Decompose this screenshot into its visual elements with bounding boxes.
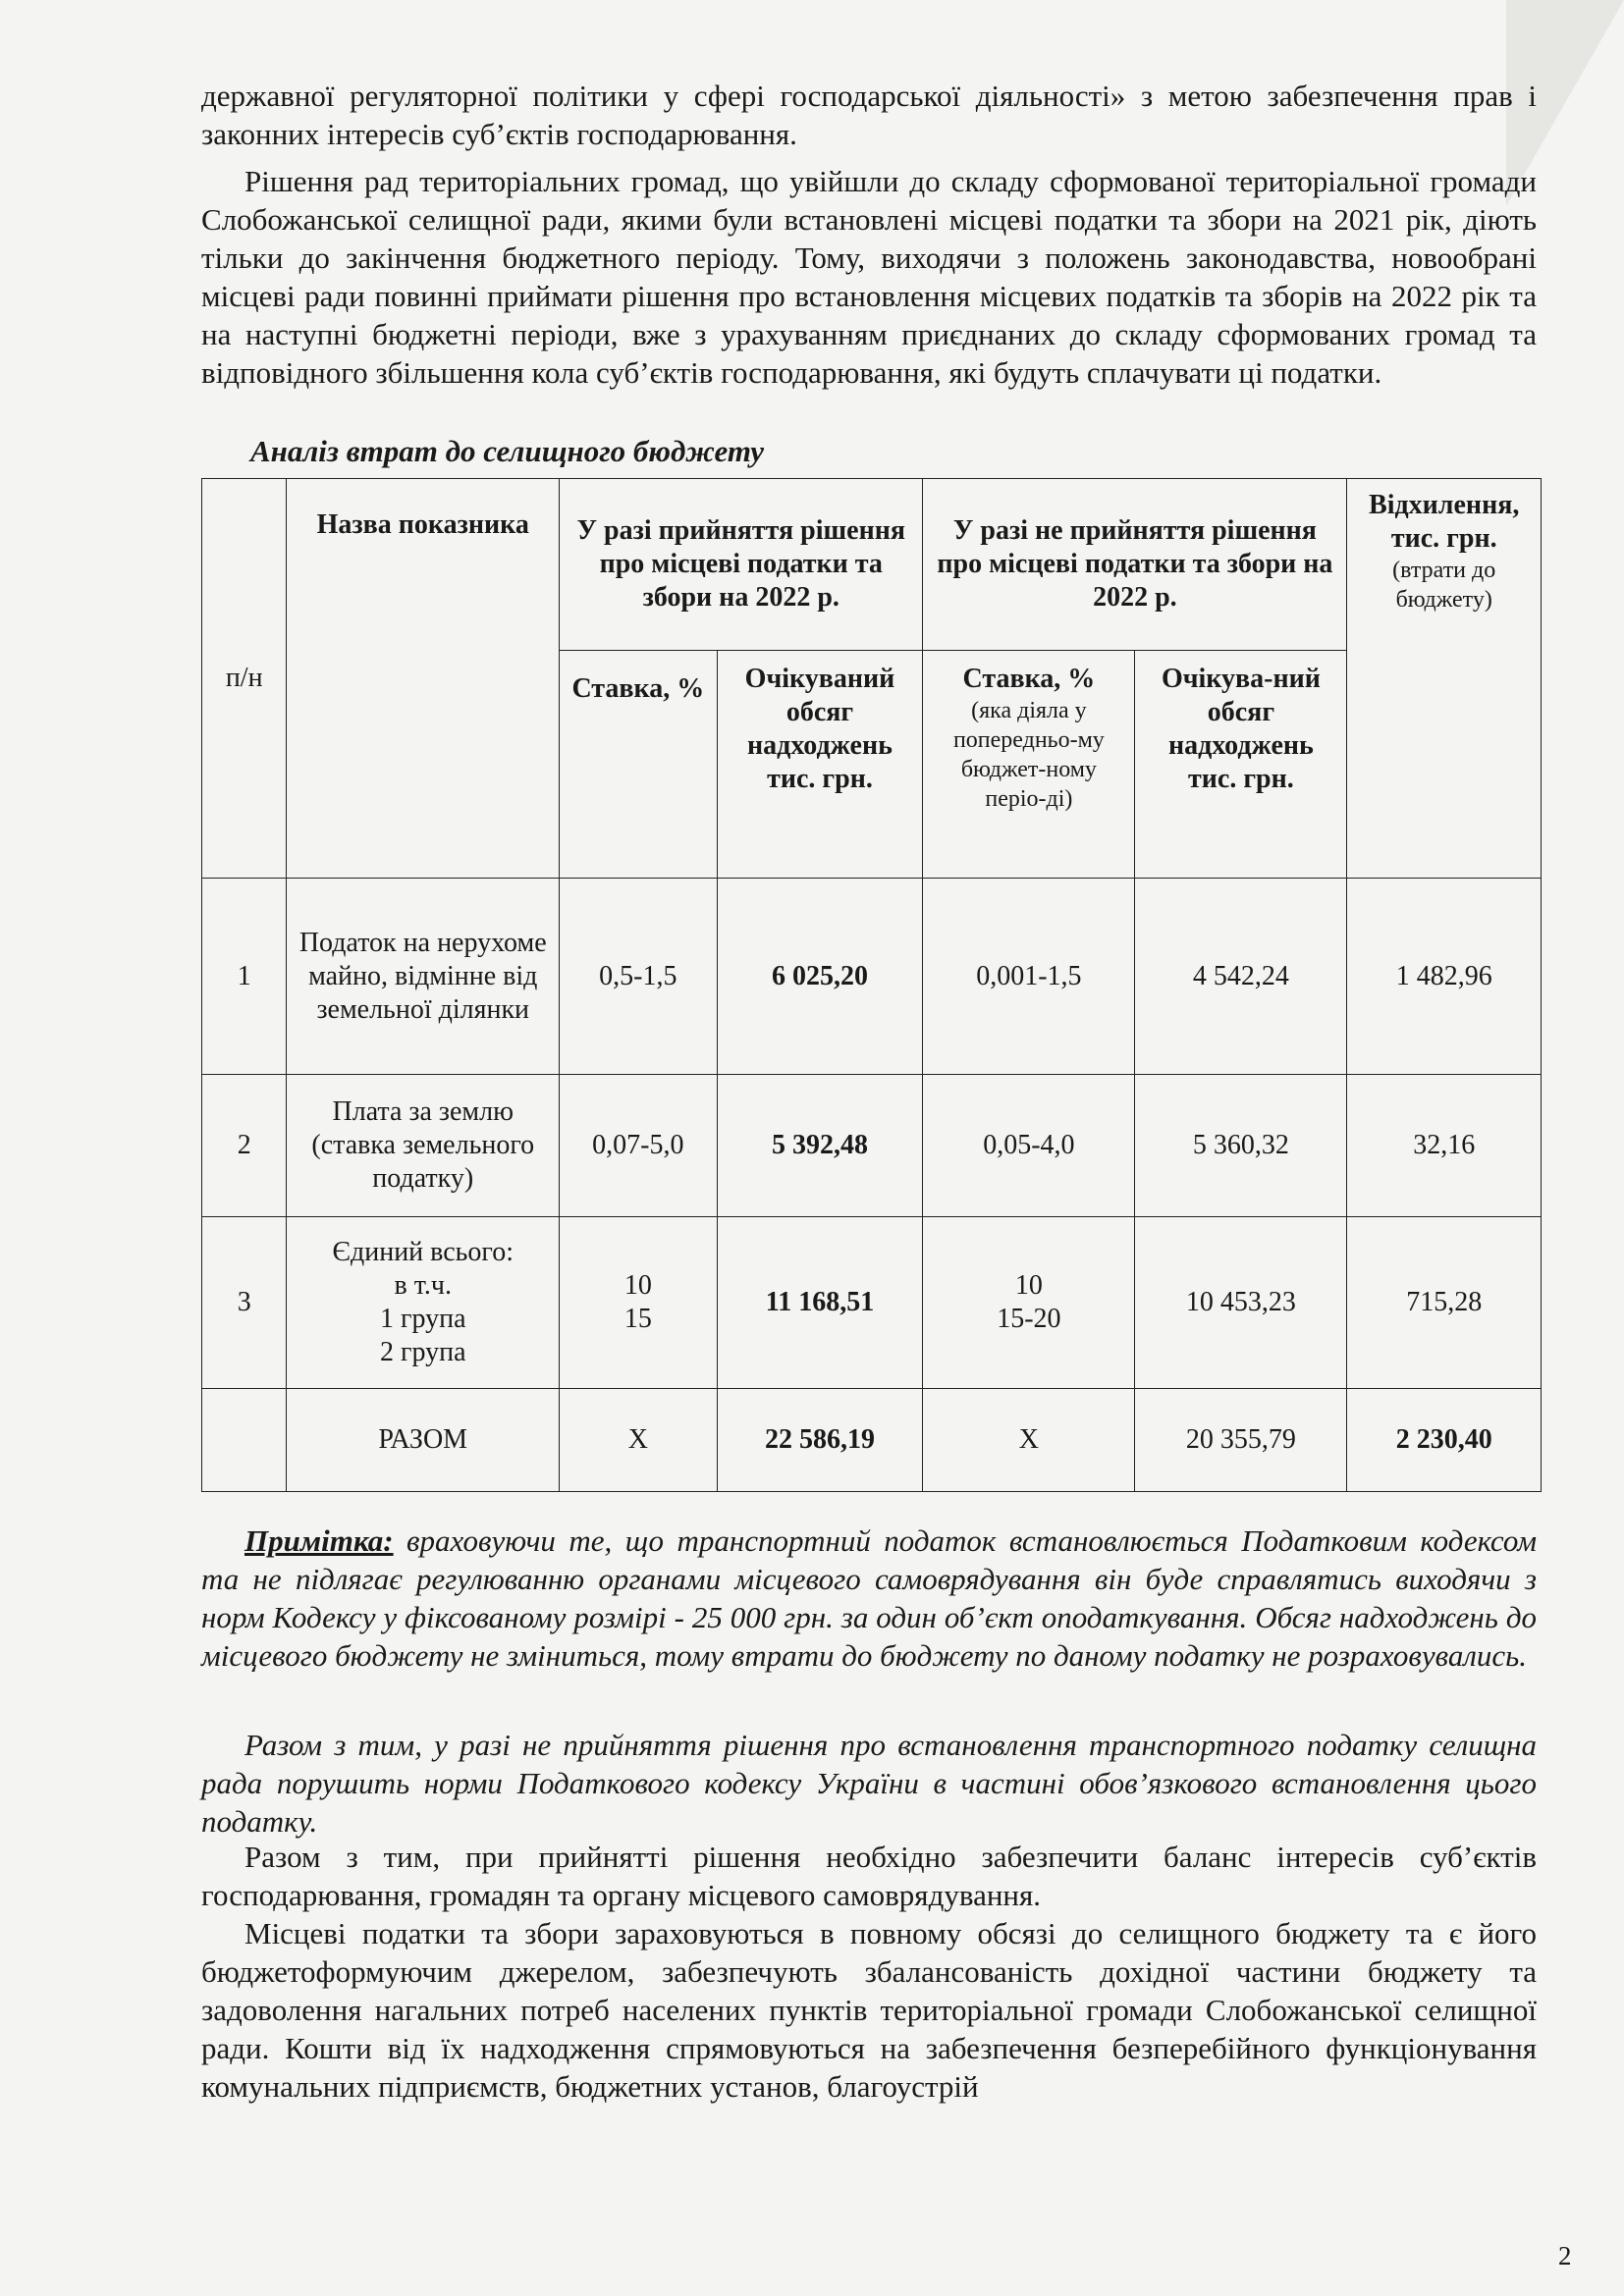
note-paragraph-2: Разом з тим, у разі не прийняття рішення про встановлення транспортного податку селищна рада порушить норми Податкового кодексу України в частині обов’язкового встановлення цього податку. — [201, 1728, 1537, 1839]
row-deviation: 32,16 — [1347, 1075, 1542, 1217]
header-rate2-label: Ставка, % — [962, 664, 1096, 694]
table-row — [202, 879, 1542, 1075]
row-name-line: 1 група — [379, 1304, 466, 1334]
row-expected: 6 025,20 — [717, 879, 923, 1075]
row-num: 3 — [202, 1217, 287, 1389]
row-deviation: 715,28 — [1347, 1217, 1542, 1389]
row-deviation: 1 482,96 — [1347, 879, 1542, 1075]
loss-analysis-table — [201, 478, 1542, 1492]
intro-paragraph-1: державної регуляторної політики у сфері господарської діяльності» з метою забезпечення прав і законних інтересів суб’єктів господарювання. — [201, 79, 1537, 151]
total-rate2: Х — [923, 1389, 1135, 1492]
row-rate2 — [923, 1217, 1135, 1389]
row-name-line: в т.ч. — [394, 1270, 452, 1301]
row-expected2: 10 453,23 — [1135, 1217, 1347, 1389]
total-row — [202, 1389, 1542, 1492]
header-expected: Очікуваний обсяг надходжень тис. грн. — [717, 651, 923, 879]
note-paragraph-1 — [201, 1522, 1537, 1675]
row-name — [287, 1217, 560, 1389]
total-num — [202, 1389, 287, 1492]
total-name: РАЗОМ — [287, 1389, 560, 1492]
total-rate: Х — [560, 1389, 717, 1492]
table-row — [202, 1217, 1542, 1389]
row-rate2-line: 15-20 — [997, 1304, 1061, 1334]
row-rate — [560, 1217, 717, 1389]
row-expected: 5 392,48 — [717, 1075, 923, 1217]
row-expected2: 5 360,32 — [1135, 1075, 1347, 1217]
total-expected: 22 586,19 — [717, 1389, 923, 1492]
outro-paragraph-2: Місцеві податки та збори зараховуються в повному обсязі до селищного бюджету та є його бюджетоформуючим джерелом, забезпечують збалансованість дохідної частини бюджету та задоволення нагальних потреб населених пунктів територіальної громади Слобожанської селищної ради. Кошти від їх надходження спрямовуються на забезпечення безперебійного функціонування комунальних підприємств, бюджетних установ, благоустрій — [201, 1916, 1537, 2104]
header-expected2: Очікува-ний обсяг надходжень тис. грн. — [1135, 651, 1347, 879]
header-name: Назва показника — [287, 479, 560, 879]
row-rate-line: 15 — [623, 1304, 652, 1334]
row-name: Податок на нерухоме майно, відмінне від земельної ділянки — [287, 879, 560, 1075]
row-rate: 0,5-1,5 — [560, 879, 717, 1075]
table-title: Аналіз втрат до селищного бюджету — [250, 434, 764, 468]
row-expected2: 4 542,24 — [1135, 879, 1347, 1075]
note-text: враховуючи те, що транспортний податок встановлюється Податковим кодексом та не підлягає регулюванню органами місцевого самоврядування він буде справлятись виходячи з норм Кодексу у фіксованому розмірі - 25 000 грн. за один об’єкт оподаткування. Обсяг надходжень до місцевого бюджету не зміниться, тому втрати до бюджету по даному податку не розраховувались. — [201, 1523, 1537, 1673]
row-name-line: 2 група — [379, 1337, 466, 1367]
outro-paragraph-1: Разом з тим, при прийнятті рішення необхідно забезпечити баланс інтересів суб’єктів господарювання, громадян та органу місцевого самоврядування. — [201, 1840, 1537, 1912]
row-num: 1 — [202, 879, 287, 1075]
row-rate-line: 10 — [623, 1270, 652, 1301]
header-rate2 — [923, 651, 1135, 879]
row-name-line: Єдиний всього: — [332, 1237, 514, 1267]
total-deviation: 2 230,40 — [1347, 1389, 1542, 1492]
header-rate: Ставка, % — [560, 651, 717, 879]
row-rate2: 0,05-4,0 — [923, 1075, 1135, 1217]
header-deviation-note: (втрати до бюджету) — [1392, 558, 1496, 613]
row-expected: 11 168,51 — [717, 1217, 923, 1389]
row-rate: 0,07-5,0 — [560, 1075, 717, 1217]
header-deviation — [1347, 479, 1542, 879]
row-name: Плата за землю (ставка земельного податку) — [287, 1075, 560, 1217]
header-not-adopted: У разі не прийняття рішення про місцеві податки та збори на 2022 р. — [923, 479, 1347, 651]
row-num: 2 — [202, 1075, 287, 1217]
intro-paragraph-2: Рішення рад територіальних громад, що увійшли до складу сформованої територіальної громади Слобожанської селищної ради, якими були встановлені місцеві податки та збори на 2021 рік, діють тільки до закінчення бюджетного періоду. Тому, виходячи з положень законодавства, новообрані місцеві ради повинні приймати рішення про встановлення місцевих податків та зборів на 2022 рік та на наступні бюджетні періоди, вже з урахуванням приєднаних до складу сформованих громад та відповідного збільшення кола суб’єктів господарювання, які будуть сплачувати ці податки. — [201, 164, 1537, 390]
table-row — [202, 1075, 1542, 1217]
header-deviation-label: Відхилення, тис. грн. — [1369, 490, 1520, 554]
header-rate2-note: (яка діяла у попередньо-му бюджет-ному періо-ді) — [952, 698, 1105, 812]
note-label: Примітка: — [244, 1523, 394, 1558]
page-number: 2 — [1558, 2241, 1572, 2270]
row-rate2: 0,001-1,5 — [923, 879, 1135, 1075]
header-num: п/н — [202, 479, 287, 879]
row-rate2-line: 10 — [1014, 1270, 1043, 1301]
header-adopted: У разі прийняття рішення про місцеві податки та збори на 2022 р. — [560, 479, 923, 651]
total-expected2: 20 355,79 — [1135, 1389, 1347, 1492]
